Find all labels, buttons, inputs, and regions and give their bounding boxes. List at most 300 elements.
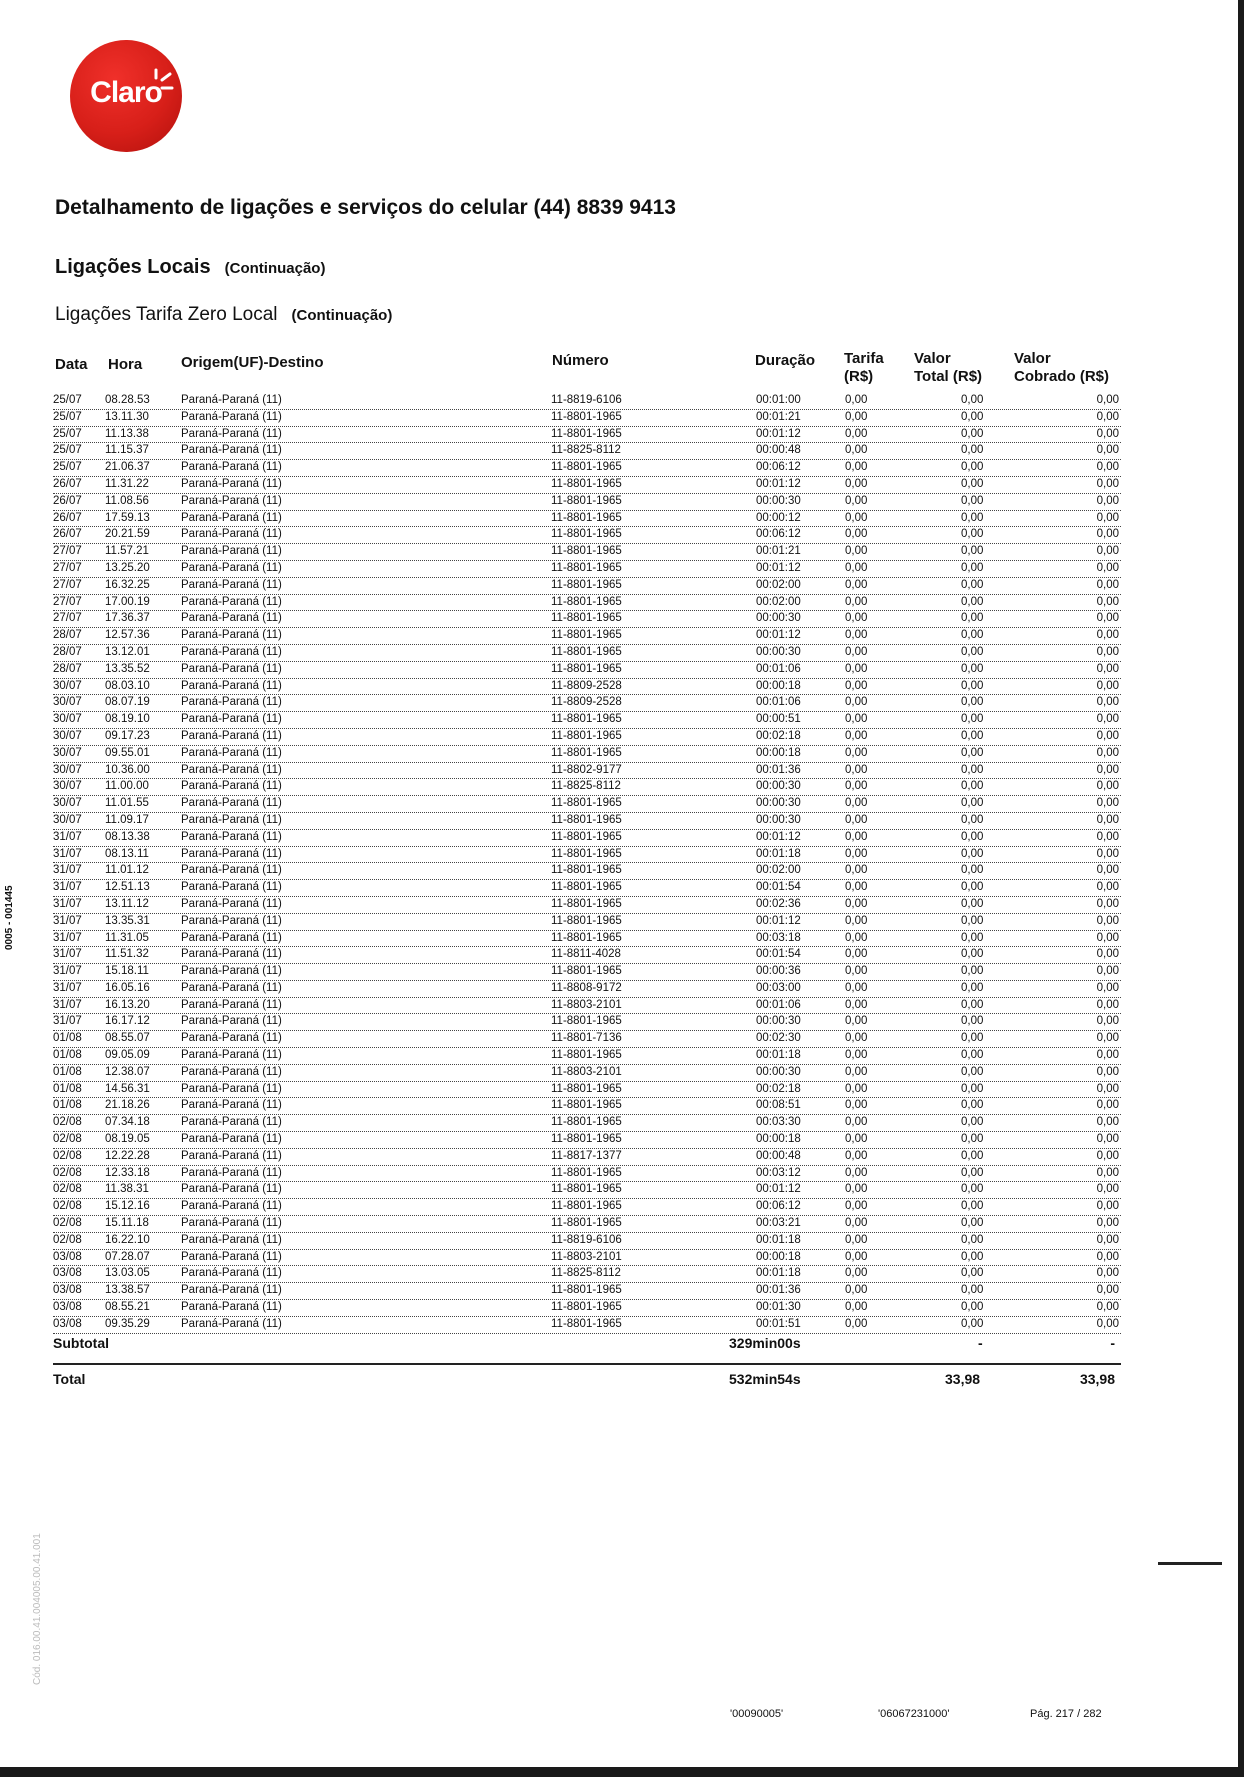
cell-origem: Paraná-Paraná (11) xyxy=(181,1183,282,1196)
cell-valor-total: 0,00 xyxy=(961,1250,984,1263)
cell-valor-total: 0,00 xyxy=(961,713,984,726)
cell-duracao: 00:02:18 xyxy=(756,729,801,742)
cell-numero: 11-8801-1965 xyxy=(551,561,622,574)
cell-duracao: 00:00:30 xyxy=(756,1065,801,1078)
cell-duracao: 00:01:12 xyxy=(756,427,801,440)
table-row xyxy=(53,1300,1121,1317)
cell-valor-total: 0,00 xyxy=(961,830,984,843)
cell-data: 28/07 xyxy=(53,645,82,658)
table-row xyxy=(53,1216,1121,1233)
cell-numero: 11-8801-1965 xyxy=(551,881,622,894)
cell-numero: 11-8803-2101 xyxy=(551,998,622,1011)
table-row xyxy=(53,1115,1121,1132)
cell-tarifa: 0,00 xyxy=(845,763,868,776)
side-faint-code: Cód. 016.00.41.004005.00.41.001 xyxy=(32,1533,43,1685)
cell-valor-cobrado: 0,00 xyxy=(1096,1015,1119,1028)
section-heading xyxy=(55,256,325,279)
cell-origem: Paraná-Paraná (11) xyxy=(181,1166,282,1179)
cell-duracao: 00:02:30 xyxy=(756,1032,801,1045)
cell-numero: 11-8801-1965 xyxy=(551,511,622,524)
cell-duracao: 00:01:12 xyxy=(756,1183,801,1196)
cell-valor-total: 0,00 xyxy=(961,1166,984,1179)
subsection-heading-note: (Continuação) xyxy=(291,307,393,324)
scan-border-bottom xyxy=(0,1767,1244,1777)
cell-valor-cobrado: 0,00 xyxy=(1096,1217,1119,1230)
cell-tarifa: 0,00 xyxy=(845,713,868,726)
cell-origem: Paraná-Paraná (11) xyxy=(181,1049,282,1062)
cell-origem: Paraná-Paraná (11) xyxy=(181,1116,282,1129)
cell-valor-total: 0,00 xyxy=(961,948,984,961)
cell-tarifa: 0,00 xyxy=(845,830,868,843)
cell-tarifa: 0,00 xyxy=(845,881,868,894)
cell-valor-cobrado: 0,00 xyxy=(1096,394,1119,406)
cell-hora: 08.13.38 xyxy=(105,830,150,843)
cell-valor-total: 0,00 xyxy=(961,729,984,742)
cell-duracao: 00:02:18 xyxy=(756,1082,801,1095)
cell-origem: Paraná-Paraná (11) xyxy=(181,1267,282,1280)
cell-origem: Paraná-Paraná (11) xyxy=(181,931,282,944)
cell-numero: 11-8825-8112 xyxy=(551,444,621,457)
cell-valor-cobrado: 0,00 xyxy=(1096,1099,1119,1112)
cell-origem: Paraná-Paraná (11) xyxy=(181,729,282,742)
cell-hora: 12.22.28 xyxy=(105,1149,150,1162)
cell-hora: 08.19.10 xyxy=(105,713,150,726)
cell-data: 25/07 xyxy=(53,394,82,406)
cell-valor-total: 0,00 xyxy=(961,864,984,877)
cell-numero: 11-8801-1965 xyxy=(551,847,622,860)
cell-valor-total: 0,00 xyxy=(961,1200,984,1213)
table-row xyxy=(53,1266,1121,1283)
table-row xyxy=(53,410,1121,427)
cell-origem: Paraná-Paraná (11) xyxy=(181,662,282,675)
cell-hora: 11.13.38 xyxy=(105,427,149,440)
cell-hora: 17.59.13 xyxy=(105,511,150,524)
cell-tarifa: 0,00 xyxy=(845,696,868,709)
table-row xyxy=(53,1132,1121,1149)
cell-valor-total: 0,00 xyxy=(961,1032,984,1045)
cell-valor-cobrado: 0,00 xyxy=(1096,444,1119,457)
cell-numero: 11-8801-1965 xyxy=(551,477,622,490)
cell-tarifa: 0,00 xyxy=(845,948,868,961)
subsection-heading xyxy=(55,304,392,326)
cell-duracao: 00:03:30 xyxy=(756,1116,801,1129)
cell-origem: Paraná-Paraná (11) xyxy=(181,763,282,776)
cell-valor-total: 0,00 xyxy=(961,1116,984,1129)
cell-tarifa: 0,00 xyxy=(845,1267,868,1280)
cell-origem: Paraná-Paraná (11) xyxy=(181,1301,282,1314)
cell-origem: Paraná-Paraná (11) xyxy=(181,696,282,709)
cell-origem: Paraná-Paraná (11) xyxy=(181,1082,282,1095)
cell-valor-total: 0,00 xyxy=(961,763,984,776)
cell-origem: Paraná-Paraná (11) xyxy=(181,830,282,843)
cell-numero: 11-8801-1965 xyxy=(551,528,622,541)
table-row xyxy=(53,813,1121,830)
cell-duracao: 00:00:30 xyxy=(756,1015,801,1028)
footer-code-2: '06067231000' xyxy=(878,1708,950,1720)
cell-origem: Paraná-Paraná (11) xyxy=(181,1015,282,1028)
cell-valor-cobrado: 0,00 xyxy=(1096,679,1119,692)
cell-valor-cobrado: 0,00 xyxy=(1096,914,1119,927)
cell-tarifa: 0,00 xyxy=(845,511,868,524)
col-header-valor-cobrado-line1: Valor xyxy=(1014,350,1051,367)
cell-data: 25/07 xyxy=(53,427,82,440)
cell-valor-total: 0,00 xyxy=(961,998,984,1011)
cell-valor-total: 0,00 xyxy=(961,511,984,524)
cell-valor-cobrado: 0,00 xyxy=(1096,662,1119,675)
cell-tarifa: 0,00 xyxy=(845,494,868,507)
cell-data: 31/07 xyxy=(53,998,82,1011)
cell-data: 28/07 xyxy=(53,662,82,675)
cell-tarifa: 0,00 xyxy=(845,864,868,877)
table-row xyxy=(53,393,1121,410)
cell-duracao: 00:01:12 xyxy=(756,830,801,843)
cell-numero: 11-8811-4028 xyxy=(551,948,621,961)
cell-origem: Paraná-Paraná (11) xyxy=(181,1099,282,1112)
cell-valor-total: 0,00 xyxy=(961,1149,984,1162)
cell-tarifa: 0,00 xyxy=(845,965,868,978)
cell-origem: Paraná-Paraná (11) xyxy=(181,461,282,474)
cell-valor-total: 0,00 xyxy=(961,1099,984,1112)
cell-numero: 11-8801-1965 xyxy=(551,830,622,843)
table-row xyxy=(53,947,1121,964)
cell-data: 01/08 xyxy=(53,1049,82,1062)
cell-valor-cobrado: 0,00 xyxy=(1096,511,1119,524)
cell-hora: 13.12.01 xyxy=(105,645,150,658)
cell-numero: 11-8801-1965 xyxy=(551,813,622,826)
table-row xyxy=(53,427,1121,444)
cell-numero: 11-8808-9172 xyxy=(551,981,622,994)
cell-duracao: 00:00:48 xyxy=(756,444,801,457)
cell-hora: 07.34.18 xyxy=(105,1116,150,1129)
cell-valor-cobrado: 0,00 xyxy=(1096,1301,1119,1314)
cell-valor-total: 0,00 xyxy=(961,477,984,490)
cell-hora: 09.35.29 xyxy=(105,1317,150,1330)
col-header-valor-total-line1: Valor xyxy=(914,350,951,367)
cell-tarifa: 0,00 xyxy=(845,1301,868,1314)
cell-data: 27/07 xyxy=(53,612,82,625)
cell-origem: Paraná-Paraná (11) xyxy=(181,444,282,457)
cell-origem: Paraná-Paraná (11) xyxy=(181,797,282,810)
table-row xyxy=(53,1250,1121,1267)
cell-hora: 11.38.31 xyxy=(105,1183,149,1196)
cell-origem: Paraná-Paraná (11) xyxy=(181,998,282,1011)
cell-valor-total: 0,00 xyxy=(961,427,984,440)
cell-valor-total: 0,00 xyxy=(961,780,984,793)
cell-duracao: 00:01:18 xyxy=(756,1267,801,1280)
cell-valor-cobrado: 0,00 xyxy=(1096,1267,1119,1280)
cell-valor-total: 0,00 xyxy=(961,494,984,507)
cell-duracao: 00:00:30 xyxy=(756,797,801,810)
cell-origem: Paraná-Paraná (11) xyxy=(181,1133,282,1146)
cell-origem: Paraná-Paraná (11) xyxy=(181,1317,282,1330)
cell-tarifa: 0,00 xyxy=(845,1032,868,1045)
cell-hora: 12.51.13 xyxy=(105,881,150,894)
cell-duracao: 00:01:06 xyxy=(756,662,801,675)
cell-origem: Paraná-Paraná (11) xyxy=(181,427,282,440)
cell-duracao: 00:00:30 xyxy=(756,494,801,507)
cell-origem: Paraná-Paraná (11) xyxy=(181,813,282,826)
cell-valor-total: 0,00 xyxy=(961,1267,984,1280)
cell-valor-total: 0,00 xyxy=(961,645,984,658)
cell-tarifa: 0,00 xyxy=(845,1133,868,1146)
cell-duracao: 00:01:30 xyxy=(756,1301,801,1314)
cell-numero: 11-8802-9177 xyxy=(551,763,622,776)
table-row xyxy=(53,729,1121,746)
cell-duracao: 00:00:30 xyxy=(756,645,801,658)
cell-origem: Paraná-Paraná (11) xyxy=(181,1032,282,1045)
col-header-tarifa-line2: (R$) xyxy=(844,368,874,385)
cell-valor-total: 0,00 xyxy=(961,578,984,591)
cell-numero: 11-8801-1965 xyxy=(551,629,622,642)
cell-origem: Paraná-Paraná (11) xyxy=(181,897,282,910)
cell-valor-total: 0,00 xyxy=(961,1133,984,1146)
cell-valor-cobrado: 0,00 xyxy=(1096,528,1119,541)
cell-hora: 09.17.23 xyxy=(105,729,150,742)
cell-origem: Paraná-Paraná (11) xyxy=(181,679,282,692)
cell-data: 31/07 xyxy=(53,1015,82,1028)
cell-hora: 21.18.26 xyxy=(105,1099,150,1112)
cell-numero: 11-8801-1965 xyxy=(551,729,622,742)
footer-page: Pág. 217 / 282 xyxy=(1030,1708,1102,1720)
cell-valor-total: 0,00 xyxy=(961,914,984,927)
cell-origem: Paraná-Paraná (11) xyxy=(181,394,282,406)
cell-hora: 16.22.10 xyxy=(105,1233,150,1246)
table-row xyxy=(53,578,1121,595)
cell-valor-total: 0,00 xyxy=(961,1065,984,1078)
cell-numero: 11-8801-1965 xyxy=(551,914,622,927)
cell-hora: 08.19.05 xyxy=(105,1133,150,1146)
cell-duracao: 00:01:36 xyxy=(756,1284,801,1297)
table-row xyxy=(53,1082,1121,1099)
cell-data: 30/07 xyxy=(53,713,82,726)
cell-valor-cobrado: 0,00 xyxy=(1096,612,1119,625)
cell-hora: 10.36.00 xyxy=(105,763,150,776)
table-row xyxy=(53,662,1121,679)
cell-valor-cobrado: 0,00 xyxy=(1096,427,1119,440)
cell-data: 01/08 xyxy=(53,1099,82,1112)
cell-valor-total: 0,00 xyxy=(961,1049,984,1062)
cell-numero: 11-8801-1965 xyxy=(551,1082,622,1095)
col-header-data: Data xyxy=(55,356,88,373)
cell-data: 27/07 xyxy=(53,545,82,558)
cell-origem: Paraná-Paraná (11) xyxy=(181,561,282,574)
col-header-valor-cobrado xyxy=(1014,350,1109,386)
total-valor-total: 33,98 xyxy=(945,1371,981,1387)
cell-valor-cobrado: 0,00 xyxy=(1096,1065,1119,1078)
cell-origem: Paraná-Paraná (11) xyxy=(181,645,282,658)
cell-valor-total: 0,00 xyxy=(961,612,984,625)
table-row xyxy=(53,830,1121,847)
table-row xyxy=(53,1199,1121,1216)
cell-valor-cobrado: 0,00 xyxy=(1096,797,1119,810)
cell-valor-total: 0,00 xyxy=(961,410,984,423)
cell-hora: 08.07.19 xyxy=(105,696,150,709)
col-header-hora: Hora xyxy=(108,356,143,373)
cell-data: 03/08 xyxy=(53,1267,82,1280)
cell-valor-total: 0,00 xyxy=(961,696,984,709)
cell-numero: 11-8801-1965 xyxy=(551,595,622,608)
cell-valor-cobrado: 0,00 xyxy=(1096,864,1119,877)
table-row xyxy=(53,544,1121,561)
cell-valor-total: 0,00 xyxy=(961,595,984,608)
cell-data: 02/08 xyxy=(53,1149,82,1162)
cell-data: 31/07 xyxy=(53,931,82,944)
cell-valor-cobrado: 0,00 xyxy=(1096,545,1119,558)
cell-origem: Paraná-Paraná (11) xyxy=(181,914,282,927)
cell-valor-cobrado: 0,00 xyxy=(1096,830,1119,843)
cell-data: 31/07 xyxy=(53,847,82,860)
cell-data: 31/07 xyxy=(53,897,82,910)
cell-valor-total: 0,00 xyxy=(961,1015,984,1028)
cell-hora: 13.11.30 xyxy=(105,410,149,423)
cell-data: 31/07 xyxy=(53,965,82,978)
cell-valor-total: 0,00 xyxy=(961,662,984,675)
cell-origem: Paraná-Paraná (11) xyxy=(181,410,282,423)
cell-valor-total: 0,00 xyxy=(961,444,984,457)
cell-duracao: 00:01:21 xyxy=(756,410,801,423)
cell-valor-total: 0,00 xyxy=(961,746,984,759)
cell-hora: 13.38.57 xyxy=(105,1284,150,1297)
table-row xyxy=(53,443,1121,460)
cell-hora: 14.56.31 xyxy=(105,1082,150,1095)
margin-mark xyxy=(1158,1562,1222,1565)
cell-hora: 11.08.56 xyxy=(105,494,149,507)
cell-hora: 21.06.37 xyxy=(105,461,150,474)
cell-numero: 11-8801-1965 xyxy=(551,1183,622,1196)
cell-origem: Paraná-Paraná (11) xyxy=(181,847,282,860)
cell-data: 31/07 xyxy=(53,981,82,994)
cell-data: 31/07 xyxy=(53,830,82,843)
cell-valor-cobrado: 0,00 xyxy=(1096,948,1119,961)
cell-valor-total: 0,00 xyxy=(961,1217,984,1230)
cell-tarifa: 0,00 xyxy=(845,780,868,793)
cell-data: 27/07 xyxy=(53,561,82,574)
footer-code-1: '00090005' xyxy=(730,1708,784,1720)
cell-valor-total: 0,00 xyxy=(961,1301,984,1314)
cell-numero: 11-8801-1965 xyxy=(551,1217,622,1230)
cell-hora: 09.55.01 xyxy=(105,746,150,759)
cell-valor-cobrado: 0,00 xyxy=(1096,1032,1119,1045)
cell-data: 01/08 xyxy=(53,1065,82,1078)
cell-valor-total: 0,00 xyxy=(961,931,984,944)
cell-valor-cobrado: 0,00 xyxy=(1096,780,1119,793)
cell-hora: 11.09.17 xyxy=(105,813,149,826)
cell-data: 31/07 xyxy=(53,881,82,894)
cell-valor-total: 0,00 xyxy=(961,461,984,474)
cell-valor-total: 0,00 xyxy=(961,561,984,574)
col-header-origem: Origem(UF)-Destino xyxy=(181,354,324,371)
cell-valor-cobrado: 0,00 xyxy=(1096,1049,1119,1062)
table-row xyxy=(53,931,1121,948)
cell-origem: Paraná-Paraná (11) xyxy=(181,981,282,994)
cell-duracao: 00:00:36 xyxy=(756,965,801,978)
col-header-duracao: Duração xyxy=(755,352,816,369)
cell-valor-cobrado: 0,00 xyxy=(1096,998,1119,1011)
cell-valor-total: 0,00 xyxy=(961,813,984,826)
cell-origem: Paraná-Paraná (11) xyxy=(181,612,282,625)
cell-tarifa: 0,00 xyxy=(845,1183,868,1196)
section-heading-note: (Continuação) xyxy=(224,260,326,277)
cell-valor-total: 0,00 xyxy=(961,1317,984,1330)
cell-hora: 13.11.12 xyxy=(105,897,149,910)
cell-data: 02/08 xyxy=(53,1133,82,1146)
cell-numero: 11-8801-1965 xyxy=(551,1015,622,1028)
cell-data: 25/07 xyxy=(53,410,82,423)
cell-tarifa: 0,00 xyxy=(845,1049,868,1062)
cell-hora: 17.36.37 xyxy=(105,612,150,625)
table-row xyxy=(53,494,1121,511)
cell-duracao: 00:01:06 xyxy=(756,998,801,1011)
cell-numero: 11-8819-6106 xyxy=(551,1233,622,1246)
cell-valor-cobrado: 0,00 xyxy=(1096,713,1119,726)
cell-valor-cobrado: 0,00 xyxy=(1096,1183,1119,1196)
table-row xyxy=(53,628,1121,645)
cell-origem: Paraná-Paraná (11) xyxy=(181,965,282,978)
cell-valor-total: 0,00 xyxy=(961,881,984,894)
cell-hora: 11.51.32 xyxy=(105,948,149,961)
call-table-body xyxy=(53,393,1121,1334)
cell-numero: 11-8801-1965 xyxy=(551,410,622,423)
cell-duracao: 00:02:00 xyxy=(756,864,801,877)
cell-numero: 11-8819-6106 xyxy=(551,394,622,406)
cell-numero: 11-8801-1965 xyxy=(551,662,622,675)
cell-data: 03/08 xyxy=(53,1284,82,1297)
cell-hora: 15.11.18 xyxy=(105,1217,149,1230)
cell-hora: 08.55.21 xyxy=(105,1301,150,1314)
cell-numero: 11-8809-2528 xyxy=(551,679,622,692)
cell-valor-cobrado: 0,00 xyxy=(1096,881,1119,894)
cell-valor-total: 0,00 xyxy=(961,847,984,860)
subtotal-valor-total: - xyxy=(978,1335,983,1351)
table-row xyxy=(53,712,1121,729)
cell-origem: Paraná-Paraná (11) xyxy=(181,780,282,793)
total-divider xyxy=(53,1363,1121,1365)
cell-numero: 11-8801-1965 xyxy=(551,797,622,810)
col-header-valor-total-line2: Total (R$) xyxy=(914,368,983,385)
cell-numero: 11-8801-1965 xyxy=(551,931,622,944)
table-row xyxy=(53,1065,1121,1082)
cell-numero: 11-8801-1965 xyxy=(551,1099,622,1112)
cell-tarifa: 0,00 xyxy=(845,847,868,860)
cell-tarifa: 0,00 xyxy=(845,981,868,994)
cell-numero: 11-8817-1377 xyxy=(551,1149,622,1162)
cell-hora: 16.13.20 xyxy=(105,998,150,1011)
cell-numero: 11-8801-1965 xyxy=(551,864,622,877)
cell-data: 02/08 xyxy=(53,1183,82,1196)
table-row xyxy=(53,779,1121,796)
cell-numero: 11-8801-1965 xyxy=(551,965,622,978)
cell-valor-total: 0,00 xyxy=(961,394,984,406)
cell-duracao: 00:00:18 xyxy=(756,1250,801,1263)
cell-duracao: 00:03:00 xyxy=(756,981,801,994)
cell-duracao: 00:00:30 xyxy=(756,813,801,826)
cell-duracao: 00:00:48 xyxy=(756,1149,801,1162)
cell-hora: 11.57.21 xyxy=(105,545,149,558)
cell-tarifa: 0,00 xyxy=(845,427,868,440)
subtotal-valor-cobrado: - xyxy=(1110,1335,1115,1351)
cell-numero: 11-8801-1965 xyxy=(551,897,622,910)
table-row xyxy=(53,645,1121,662)
table-row xyxy=(53,746,1121,763)
cell-valor-cobrado: 0,00 xyxy=(1096,763,1119,776)
col-header-tarifa xyxy=(844,350,884,386)
cell-origem: Paraná-Paraná (11) xyxy=(181,746,282,759)
cell-numero: 11-8801-1965 xyxy=(551,1284,622,1297)
cell-numero: 11-8801-1965 xyxy=(551,1301,622,1314)
cell-tarifa: 0,00 xyxy=(845,1200,868,1213)
cell-origem: Paraná-Paraná (11) xyxy=(181,595,282,608)
cell-numero: 11-8801-1965 xyxy=(551,713,622,726)
